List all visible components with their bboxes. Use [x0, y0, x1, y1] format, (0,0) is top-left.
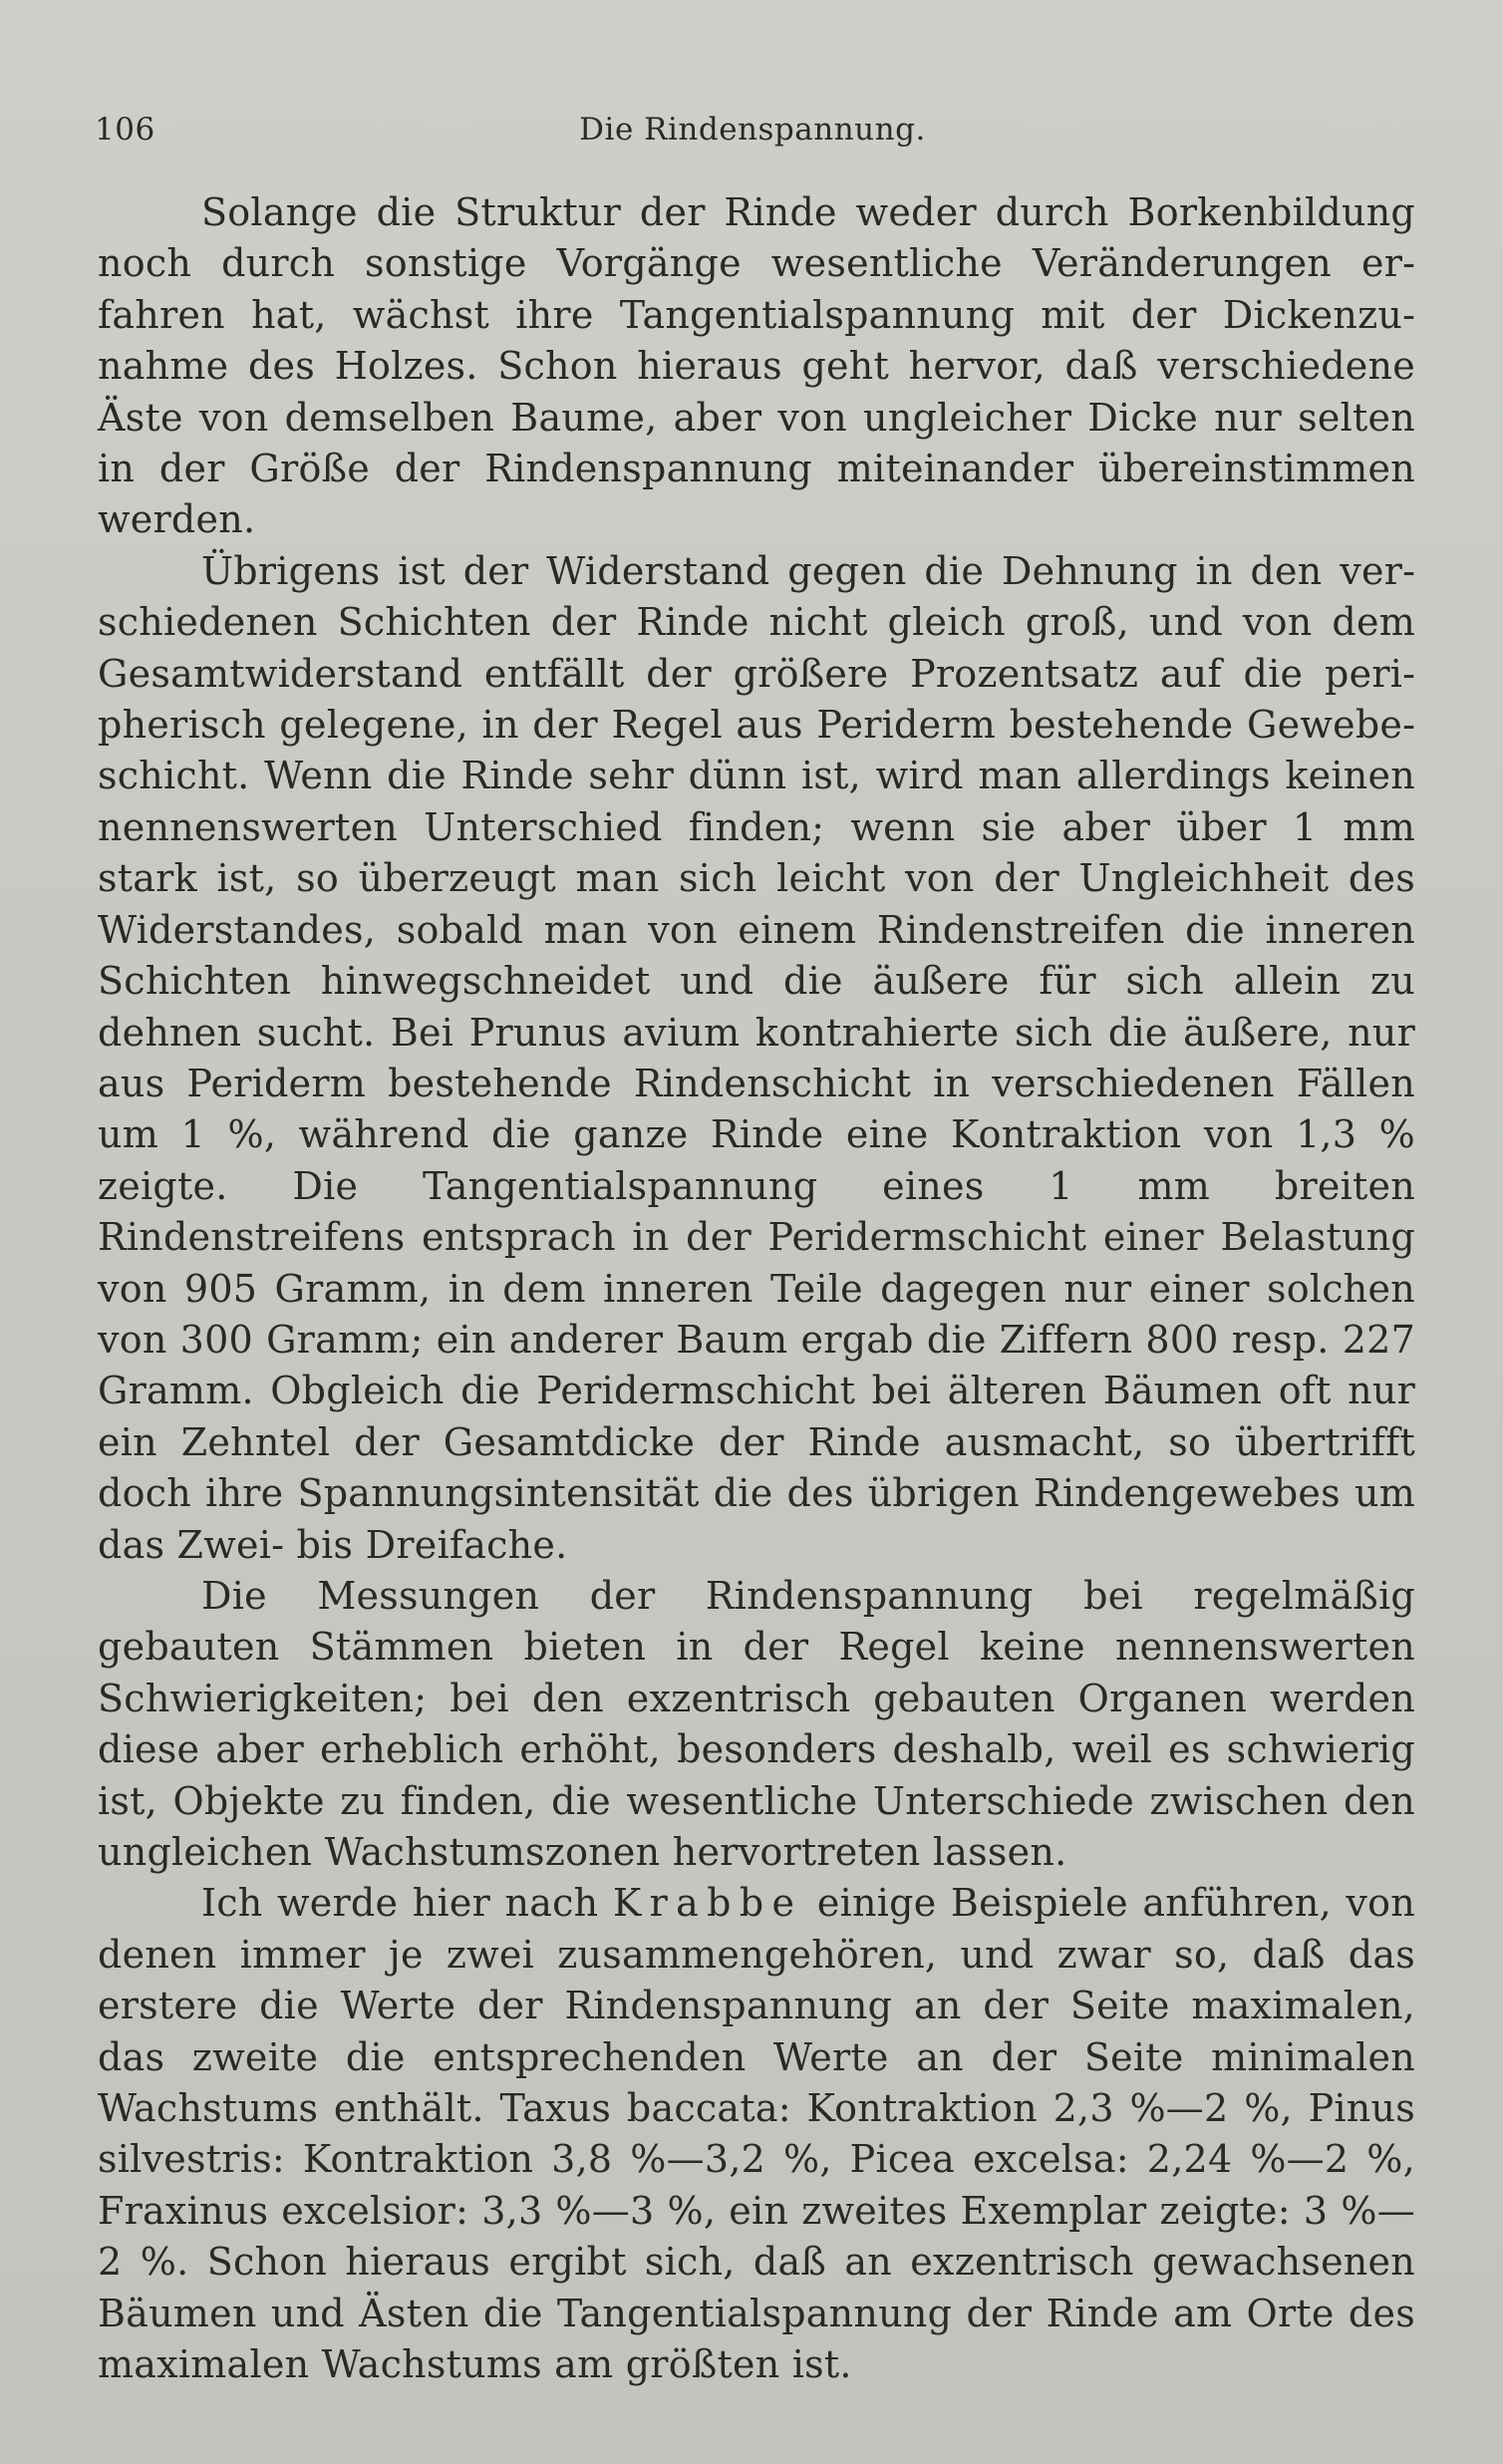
- paragraph-2: Übrigens ist der Widerstand gegen die Dehnung in den verschiedenen Schichten der Rinde nicht gleich groß, und von dem Gesamtwiderstand entfällt der größere Prozentsatz auf die peripherisch gelegene, in der Regel aus Periderm bestehende Gewebeschicht. Wenn die Rinde sehr dünn ist, wird man allerdings keinen nennenswerten Unterschied finden; wenn sie aber über 1 mm stark ist, so überzeugt man sich leicht von der Ungleichheit des Widerstandes, sobald man von einem Rindenstreifen die inneren Schichten hinwegschneidet und die äußere für sich allein zu dehnen sucht. Bei Prunus avium kontrahierte sich die äußere, nur aus Periderm bestehende Rindenschicht in verschiedenen Fällen um 1 %, während die ganze Rinde eine Kontraktion von 1,3 % zeigte. Die Tangentialspannung eines 1 mm breiten Rindenstreifens entsprach in der Peridermschicht einer Belastung von 905 Gramm, in dem inneren Teile dagegen nur einer solchen von 300 Gramm; ein anderer Baum ergab die Ziffern 800 resp. 227 Gramm. Obgleich die Peridermschicht bei älteren Bäumen oft nur ein Zehntel der Gesamtdicke der Rinde ausmacht, so übertrifft doch ihre Spannungsintensität die des übrigen Rindengewebes um das Zwei- bis Dreifache.: [98, 548, 1415, 1567]
- paragraph-1: Solange die Struktur der Rinde weder durch Borkenbildung noch durch sonstige Vorgänge wesentliche Veränderungen erfahren hat, wächst ihre Tangentialspannung mit der Dickenzunahme des Holzes. Schon hieraus geht hervor, daß verschiedene Äste von demselben Baume, aber von ungleicher Dicke nur selten in der Größe der Rindenspannung miteinander übereinstimmen werden.: [98, 190, 1415, 542]
- body-text: [98, 187, 1415, 2390]
- page-number: 106: [95, 112, 155, 148]
- paragraph-4: [98, 1878, 1415, 2390]
- author-name-krabbe: Krabbe: [612, 1881, 803, 1926]
- running-title: Die Rindenspannung.: [579, 112, 926, 148]
- paragraph-4-rest: einige Beispiele anführen, von denen immer je zwei zusammengehören, und zwar so, daß das erstere die Werte der Rindenspannung an der Seite maximalen, das zweite die entsprechenden Werte an der Seite minimalen Wachstums enthält. Taxus baccata: Kontraktion 2,3 %—2 %, Pinus silvestris: Kontraktion 3,8 %—3,2 %, Picea excelsa: 2,24 %—2 %, Fraxinus excelsior: 3,3 %—3 %, ein zweites Exemplar zeigte: 3 %—2 %. Schon hieraus ergibt sich, daß an exzentrisch gewachsenen Bäumen und Ästen die Tangentialspannung der Rinde am Orte des maximalen Wachstums am größten ist.: [98, 1881, 1415, 2387]
- paragraph-3: Die Messungen der Rindenspannung bei regelmäßig gebauten Stämmen bieten in der Regel keine nennenswerten Schwierigkeiten; bei den exzentrisch gebauten Organen werden diese aber erheblich erhöht, besonders deshalb, weil es schwierig ist, Objekte zu finden, die wesentliche Unterschiede zwischen den ungleichen Wachstumszonen hervortreten lassen.: [98, 1573, 1415, 1874]
- paragraph-4-lead: Ich werde hier nach: [201, 1881, 613, 1926]
- page-header: [95, 112, 1410, 152]
